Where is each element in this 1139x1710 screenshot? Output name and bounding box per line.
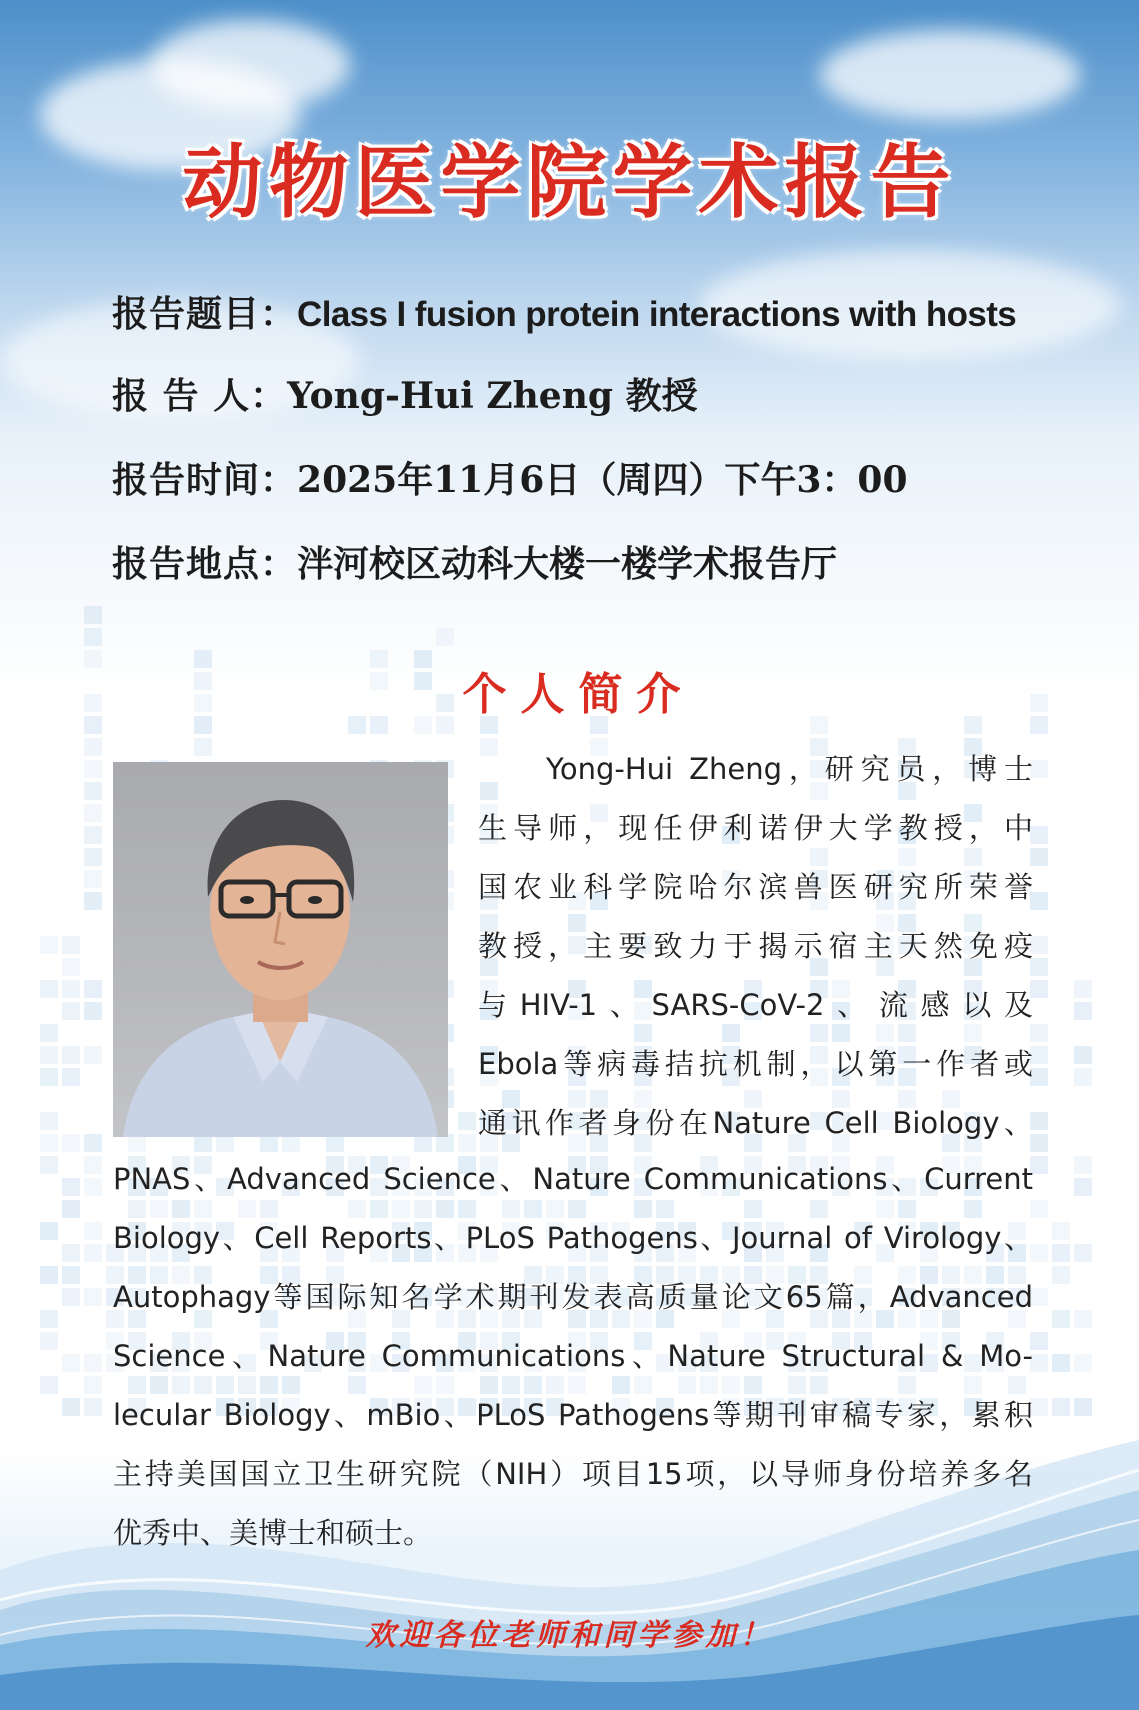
bio-line: 主持美国国立卫生研究院（NIH）项目15项，以导师身份培养多名 — [113, 1457, 1033, 1491]
bio-line: lecular Biology、mBio、PLoS Pathogens等期刊审稿专家，累积 — [113, 1398, 1033, 1432]
place-value: 泮河校区动科大楼一楼学术报告厅 — [297, 543, 838, 585]
bio-section-title: 个人简介 — [462, 669, 695, 720]
bio-line: 通讯作者身份在Nature Cell Biology、 — [478, 1106, 1033, 1140]
topic-label: 报告题目： — [112, 293, 298, 335]
bio-line: 与HIV-1、SARS-CoV-2、流感以及 — [478, 988, 1033, 1022]
topic-value: Class I fusion protein interactions with hosts — [297, 295, 1017, 334]
speaker-label: 报 告 人： — [112, 375, 288, 417]
bio-line: Autophagy等国际知名学术期刊发表高质量论文65篇，Advanced — [113, 1280, 1033, 1314]
bio-line: 优秀中、美博士和硕士。 — [113, 1516, 433, 1550]
bio-line: 教授，主要致力于揭示宿主天然免疫 — [478, 929, 1033, 963]
bio-line: Biology、Cell Reports、PLoS Pathogens、Journal of Virology、 — [113, 1221, 1033, 1255]
speaker-photo — [113, 762, 448, 1137]
welcome-message: 欢迎各位老师和同学参加！ — [365, 1618, 774, 1653]
bio-line: Ebola等病毒拮抗机制，以第一作者或 — [478, 1047, 1033, 1081]
portrait-illustration — [113, 762, 448, 1137]
topic-row — [112, 286, 1016, 337]
cloud-decoration — [820, 30, 1080, 120]
bio-line: 生导师，现任伊利诺伊大学教授，中 — [478, 811, 1033, 845]
bio-line: 国农业科学院哈尔滨兽医研究所荣誉 — [478, 870, 1033, 904]
bio-line: Science、Nature Communications、Nature Structural & Mo- — [113, 1339, 1033, 1373]
time-label: 报告时间： — [112, 459, 298, 501]
place-row — [112, 536, 837, 587]
cloud-decoration — [150, 20, 350, 110]
bio-text-full — [113, 1150, 1033, 1563]
speaker-value: Yong-Hui Zheng 教授 — [287, 375, 698, 417]
time-value: 2025年11月6日（周四）下午3：00 — [297, 459, 908, 501]
place-label: 报告地点： — [112, 543, 298, 585]
bio-text-side — [478, 740, 1033, 1153]
bio-line: Yong-Hui Zheng，研究员，博士 — [546, 752, 1033, 786]
time-row — [112, 452, 908, 503]
speaker-row — [112, 368, 698, 419]
poster-title: 动物医学院学术报告 — [182, 135, 957, 229]
bio-line: PNAS、Advanced Science、Nature Communications、Current — [113, 1162, 1033, 1196]
